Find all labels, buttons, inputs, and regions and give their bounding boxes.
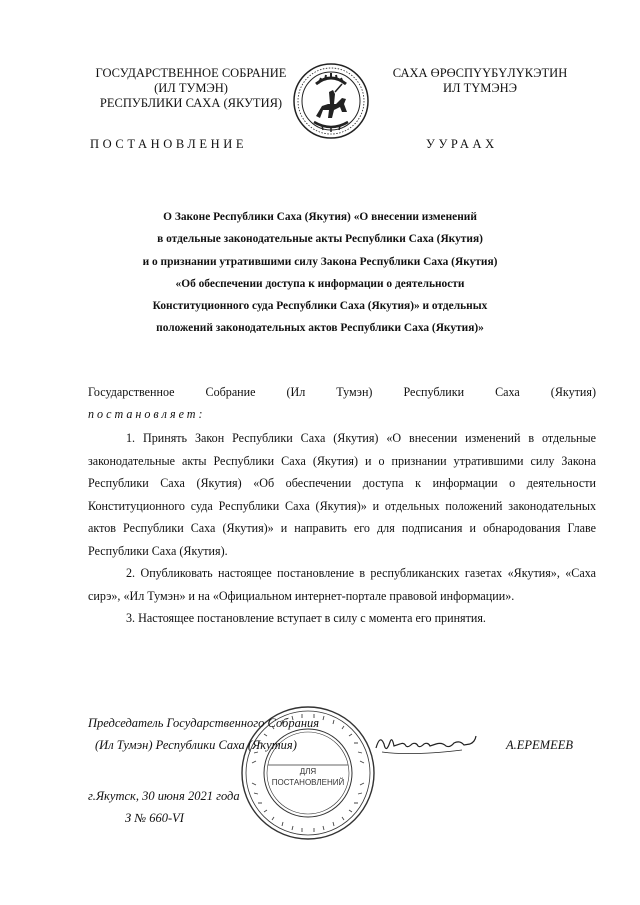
coat-of-arms-emblem [292,62,370,140]
header-right-line1: САХА ӨРӨСПҮҮБҮЛҮКЭТИН [392,66,568,80]
document-title [100,206,540,340]
document-title-line3: и о признании утратившими силу Закона Республики Саха (Якутия) [142,255,498,268]
place-and-date: г.Якутск, 30 июня 2021 года [88,789,240,803]
header-left-line2: (ИЛ ТУМЭН) [154,81,228,95]
header-left [84,66,298,111]
document-title-line5: Конституционного суда Республики Саха (Якутия)» и отдельных [152,300,488,313]
stamp-center-line1: ДЛЯ [299,767,317,776]
handwritten-signature [372,728,480,762]
signatory-role-line2: (Ил Тумэн) Республики Саха (Якутия) [95,738,297,752]
document-number: З № 660-VI [125,811,184,825]
header-right-line2: ИЛ ТҮМЭНЭ [443,81,517,95]
doc-type-title-right: УУРААХ [426,137,498,151]
header-left-line1: ГОСУДАРСТВЕННОЕ СОБРАНИЕ [95,66,287,80]
signatory-name: А.ЕРЕМЕЕВ [506,738,573,752]
document-title-line1: О Законе Республики Саха (Якутия) «О внесении изменений [163,211,477,223]
header-right [372,66,588,96]
intro-line: Государственное Собрание (Ил Тумэн) Республики Саха (Якутия) [88,385,596,399]
stamp-center-line2: ПОСТАНОВЛЕНИЙ [271,778,345,787]
paragraph-1: 1. Принять Закон Республики Саха (Якутия) «О внесении изменений в отдельные законодательные акты Республики Саха (Якутия) и о признании утратившими силу Закона Республики Саха (Якутия) «Об обеспечении доступа к информации о деятельности Конституционного суда Республики Саха (Якутия)» и отдельных положений законодательных актов Республики Саха (Якутия)» и направить его для подписания и обнародования Главе Республики Саха (Якутия). [88,431,596,558]
document-title-line2: в отдельные законодательные акты Республики Саха (Якутия) [157,233,483,246]
header-left-line3: РЕСПУБЛИКИ САХА (ЯКУТИЯ) [99,96,283,110]
signatory-role-line1: Председатель Государственного Собрания [88,716,320,730]
doc-type-title-left: ПОСТАНОВЛЕНИЕ [90,137,248,151]
document-title-line6: положений законодательных актов Республики Саха (Якутия)» [156,322,484,335]
paragraph-2: 2. Опубликовать настоящее постановление в республиканских газетах «Якутия», «Саха сирэ», «Ил Тумэн» и на «Официальном интернет-портале правовой информации». [88,566,596,603]
paragraph-3: 3. Настоящее постановление вступает в силу с момента его принятия. [126,611,486,625]
intro-verb: постановляет: [88,407,206,421]
document-title-line4: «Об обеспечении доступа к информации о деятельности [175,277,465,290]
